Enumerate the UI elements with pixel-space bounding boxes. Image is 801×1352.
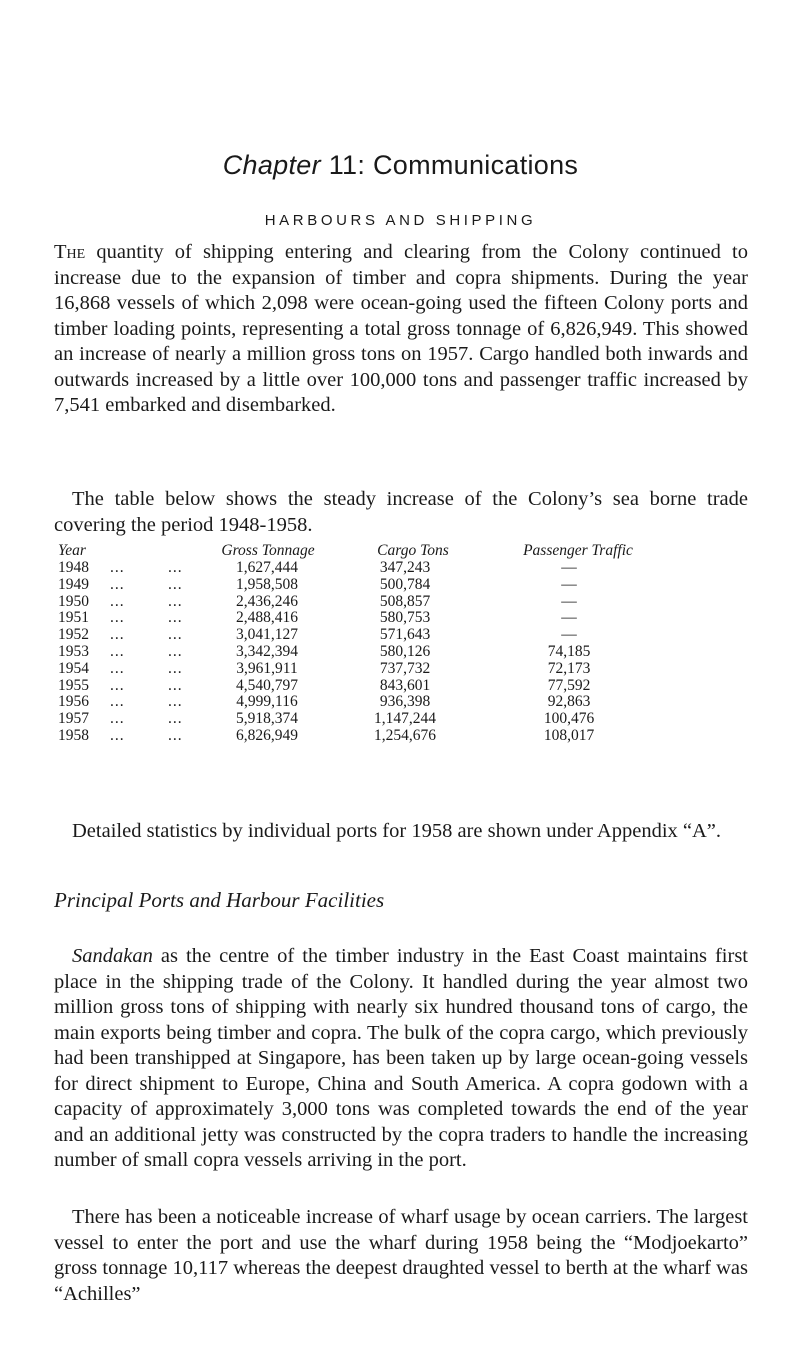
chapter-title <box>0 150 801 181</box>
table-row <box>58 560 758 577</box>
header-passenger-traffic: Passenger Traffic <box>523 542 633 559</box>
cell-gross-tonnage: 3,342,394 <box>236 642 298 660</box>
cell-year: 1950 <box>58 592 89 610</box>
cell-dots: ... <box>168 592 183 610</box>
cell-year: 1958 <box>58 726 89 744</box>
cell-passenger-traffic: 74,185 <box>547 642 591 660</box>
sandakan-text: as the centre of the timber industry in the East Coast maintains first place in the shipping trade of the Colony. It handled during the year almost two million gross tons of shipping with nearly six hundred thousand tons of cargo, the main exports being timber and copra. The bulk of the copra cargo, which previously had been transhipped at Singapore, has been taken up by large ocean-going vessels for direct shipment to Europe, China and South America. A copra godown with a capacity of approximately 3,000 tons was completed towards the end of the year and an additional jetty was constructed by the copra traders to handle the increasing number of small copra vessels arriving in the port. <box>54 945 748 1171</box>
cell-cargo-tons: 580,126 <box>379 642 431 660</box>
header-year: Year <box>58 542 86 559</box>
table-row <box>58 610 758 627</box>
cell-gross-tonnage: 3,961,911 <box>236 659 298 677</box>
cell-dots: ... <box>168 659 183 677</box>
cell-year: 1951 <box>58 609 89 627</box>
cell-gross-tonnage: 2,436,246 <box>236 592 298 610</box>
cell-year: 1955 <box>58 676 89 694</box>
cell-year: 1954 <box>58 659 89 677</box>
cell-passenger-traffic: — <box>561 609 577 627</box>
cell-gross-tonnage: 2,488,416 <box>236 609 298 627</box>
cell-dots: ... <box>110 693 125 711</box>
cell-dots: ... <box>110 559 125 576</box>
cell-dots: ... <box>168 642 183 660</box>
cell-dots: ... <box>168 676 183 694</box>
cell-passenger-traffic: 108,017 <box>543 726 595 744</box>
cell-cargo-tons: 737,732 <box>379 659 431 677</box>
header-cargo-tons: Cargo Tons <box>377 542 449 559</box>
sandakan-name: Sandakan <box>72 945 153 967</box>
cell-passenger-traffic: — <box>561 592 577 610</box>
table-row <box>58 694 758 711</box>
cell-gross-tonnage: 1,627,444 <box>236 559 298 576</box>
header-gross-tonnage: Gross Tonnage <box>221 542 315 559</box>
chapter-prefix: Chapter <box>222 150 321 180</box>
table-row <box>58 711 758 728</box>
cell-passenger-traffic: — <box>561 626 577 644</box>
cell-dots: ... <box>110 659 125 677</box>
cell-dots: ... <box>110 575 125 593</box>
appendix-paragraph: Detailed statistics by individual ports for 1958 are shown under Appendix “A”. <box>72 820 722 842</box>
sub-heading-principal-ports: Principal Ports and Harbour Facilities <box>54 888 385 912</box>
intro-first-word: The <box>54 241 86 263</box>
cell-dots: ... <box>168 575 183 593</box>
sandakan-paragraph <box>54 944 748 1174</box>
table-row <box>58 577 758 594</box>
cell-passenger-traffic: 72,173 <box>547 659 591 677</box>
table-row <box>58 728 758 745</box>
table-row <box>58 644 758 661</box>
section-heading: HARBOURS AND SHIPPING <box>264 212 537 229</box>
cell-gross-tonnage: 4,999,116 <box>236 693 298 711</box>
cell-gross-tonnage: 6,826,949 <box>236 726 298 744</box>
table-header-row <box>58 543 758 560</box>
cell-dots: ... <box>168 726 183 744</box>
cell-cargo-tons: 936,398 <box>379 693 431 711</box>
cell-year: 1953 <box>58 642 89 660</box>
cell-dots: ... <box>110 676 125 694</box>
cell-dots: ... <box>168 609 183 627</box>
cell-passenger-traffic: — <box>561 559 577 576</box>
cell-gross-tonnage: 1,958,508 <box>236 575 298 593</box>
cell-dots: ... <box>168 626 183 644</box>
cell-passenger-traffic: 100,476 <box>543 710 595 728</box>
cell-cargo-tons: 508,857 <box>379 592 431 610</box>
cell-dots: ... <box>168 559 183 576</box>
cell-cargo-tons: 347,243 <box>379 559 431 576</box>
cell-cargo-tons: 571,643 <box>379 626 431 644</box>
cell-year: 1956 <box>58 693 89 711</box>
intro-text: quantity of shipping entering and clearing from the Colony continued to increase due to the expansion of timber and copra shipments. During the year 16,868 vessels of which 2,098 were ocean-going used the fifteen Colony ports and timber loading points, representing a total gross tonnage of 6,826,949. This showed an increase of nearly a million gross tons on 1957. Cargo handled both inwards and outwards increased by a little over 100,000 tons and passenger traffic increased by 7,541 embarked and disembarked. <box>54 241 749 416</box>
cell-year: 1952 <box>58 626 89 644</box>
cell-gross-tonnage: 4,540,797 <box>236 676 298 694</box>
table-row <box>58 678 758 695</box>
cell-cargo-tons: 580,753 <box>379 609 431 627</box>
wharf-paragraph: There has been a noticeable increase of wharf usage by ocean carriers. The largest vessel to enter the port and use the wharf during 1958 being the “Modjoekarto” gross tonnage 10,117 whereas the deepest draughted vessel to berth at the wharf was “Achilles” <box>54 1206 748 1305</box>
chapter-number-title: 11: Communications <box>328 150 579 180</box>
cell-dots: ... <box>110 609 125 627</box>
table-row <box>58 661 758 678</box>
cell-passenger-traffic: — <box>561 575 577 593</box>
cell-year: 1949 <box>58 575 89 593</box>
cell-dots: ... <box>110 726 125 744</box>
cell-dots: ... <box>110 592 125 610</box>
cell-gross-tonnage: 3,041,127 <box>236 626 298 644</box>
cell-cargo-tons: 1,147,244 <box>374 710 436 728</box>
cell-dots: ... <box>168 693 183 711</box>
intro-paragraph <box>54 240 748 419</box>
cell-gross-tonnage: 5,918,374 <box>236 710 298 728</box>
cell-dots: ... <box>110 710 125 728</box>
cell-cargo-tons: 1,254,676 <box>374 726 436 744</box>
cell-dots: ... <box>110 626 125 644</box>
cell-cargo-tons: 500,784 <box>379 575 431 593</box>
cell-year: 1948 <box>58 559 89 576</box>
table-row <box>58 594 758 611</box>
cell-dots: ... <box>110 642 125 660</box>
cell-passenger-traffic: 92,863 <box>547 693 591 711</box>
table-row <box>58 627 758 644</box>
shipping-statistics-table <box>58 543 758 745</box>
cell-cargo-tons: 843,601 <box>379 676 431 694</box>
cell-passenger-traffic: 77,592 <box>547 676 591 694</box>
cell-year: 1957 <box>58 710 89 728</box>
table-intro-paragraph: The table below shows the steady increase of the Colony’s sea borne trade covering the period 1948-1958. <box>54 488 748 536</box>
cell-dots: ... <box>168 710 183 728</box>
